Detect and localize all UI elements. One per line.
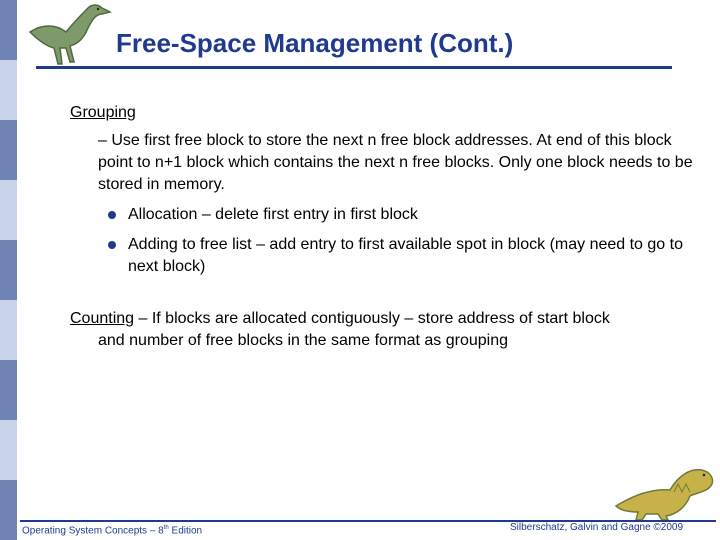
counting-text-line1: – If blocks are allocated contiguously – store address of start block — [134, 310, 610, 327]
slide-sidebar — [0, 0, 17, 540]
bullet-icon — [108, 241, 116, 249]
counting-paragraph — [70, 308, 710, 352]
bullet-item — [70, 234, 710, 278]
bullet-item — [70, 204, 710, 226]
bullet-text: Adding to free list – add entry to first available spot in block (may need to go to next block) — [128, 236, 683, 275]
footer-book-title: Operating System Concepts – 8th Edition — [22, 525, 203, 537]
footer-copyright: Silberschatz, Galvin and Gagne ©2009 — [510, 522, 684, 533]
bullet-icon — [108, 211, 116, 219]
grouping-bullets — [70, 204, 710, 278]
counting-heading: Counting — [70, 310, 135, 327]
counting-text-line2: and number of free blocks in the same format as grouping — [98, 332, 508, 349]
slide-body — [70, 102, 710, 352]
bullet-text: Allocation – delete first entry in first block — [128, 206, 418, 223]
dinosaur-icon — [22, 2, 112, 68]
grouping-description: – Use first free block to store the next n free block addresses. At end of this block point to n+1 block which contains the next n free blocks. Only one block needs to be stored in memory. — [98, 132, 693, 193]
grouping-heading: Grouping — [70, 104, 136, 121]
dinosaur-icon — [612, 462, 716, 522]
slide-title: Free-Space Management (Cont.) — [116, 28, 514, 58]
title-divider — [36, 66, 672, 69]
